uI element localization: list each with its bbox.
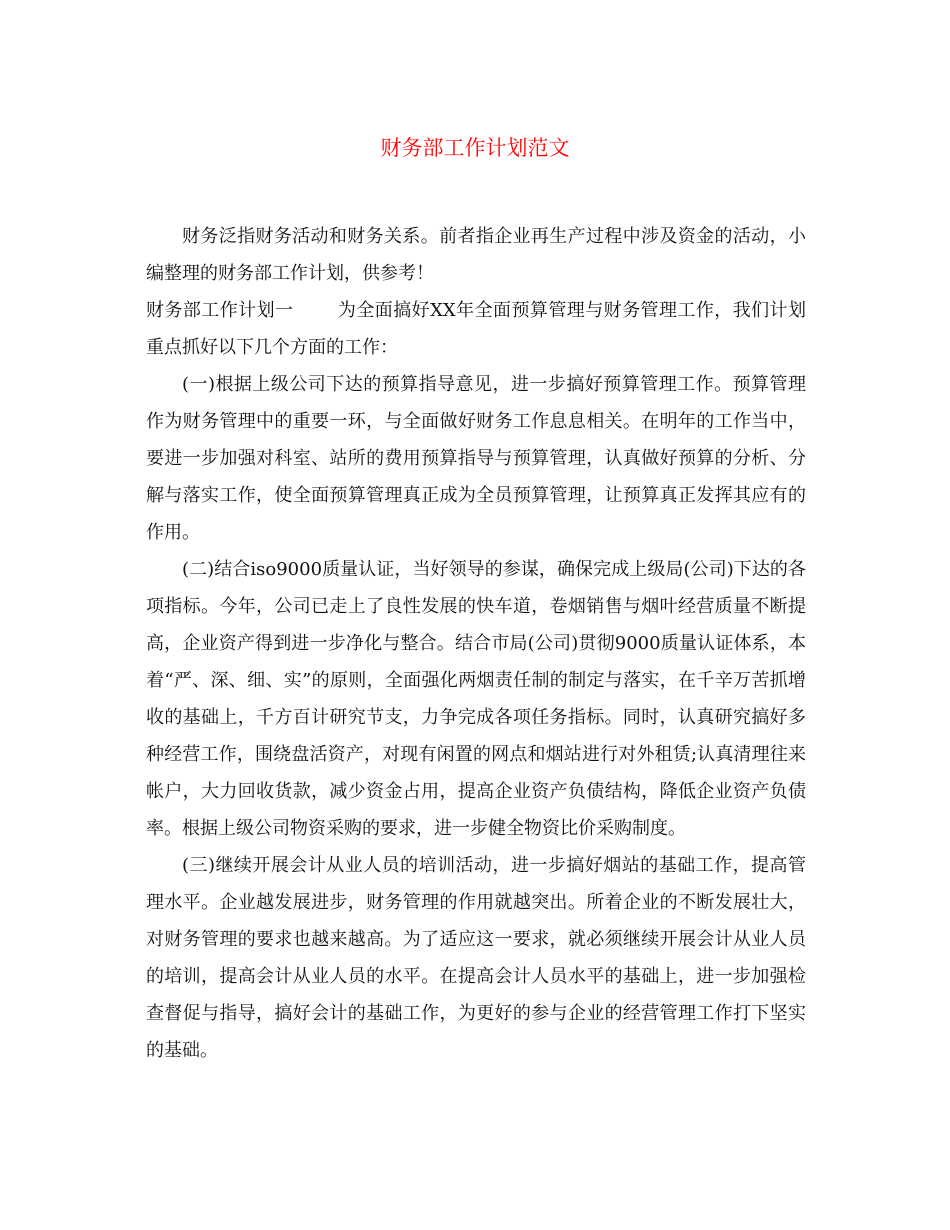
plan-section (146, 292, 806, 366)
intro-paragraph: 财务泛指财务活动和财务关系。前者指企业再生产过程中涉及资金的活动，小编整理的财务部工作计划，供参考！ (146, 226, 806, 284)
paragraph-item-1: (一)根据上级公司下达的预算指导意见，进一步搞好预算管理工作。预算管理作为财务管理中的重要一环，与全面做好财务工作息息相关。在明年的工作当中，要进一步加强对科室、站所的费用预算指导与预算管理，认真做好预算的分析、分解与落实工作，使全面预算管理真正成为全员预算管理，让预算真正发挥其应有的作用。 (146, 374, 806, 543)
paragraph-item-3: (三)继续开展会计从业人员的培训活动，进一步搞好烟站的基础工作，提高管理水平。企业越发展进步，财务管理的作用就越突出。所着企业的不断发展壮大，对财务管理的要求也越来越高。为了适应这一要求，就必须继续开展会计从业人员的培训，提高会计从业人员的水平。在提高会计人员水平的基础上，进一步加强检查督促与指导，搞好会计的基础工作，为更好的参与企业的经营管理工作打下坚实的基础。 (146, 855, 806, 1061)
plan-heading: 财务部工作计划一 (146, 300, 294, 321)
document-title: 财务部工作计划范文 (380, 136, 570, 160)
paragraph-item-2: (二)结合iso9000质量认证，当好领导的参谋，确保完成上级局(公司)下达的各项指标。今年，公司已走上了良性发展的快车道，卷烟销售与烟叶经营质量不断提高，企业资产得到进一步净化与整合。结合市局(公司)贯彻9000质量认证体系，本着“严、深、细、实”的原则，全面强化两烟责任制的制定与落实，在千辛万苦抓增收的基础上，千方百计研究节支，力争完成各项任务指标。同时，认真研究搞好多种经营工作，围绕盘活资产，对现有闲置的网点和烟站进行对外租赁;认真清理往来帐户，大力回收货款，减少资金占用，提高企业资产负债结构，降低企业资产负债率。根据上级公司物资采购的要求，进一步健全物资比价采购制度。 (146, 559, 806, 839)
document-body (146, 218, 806, 1069)
plan-intro: 为全面搞好XX年全面预算管理与财务管理工作，我们计划重点抓好以下几个方面的工作： (146, 300, 806, 358)
